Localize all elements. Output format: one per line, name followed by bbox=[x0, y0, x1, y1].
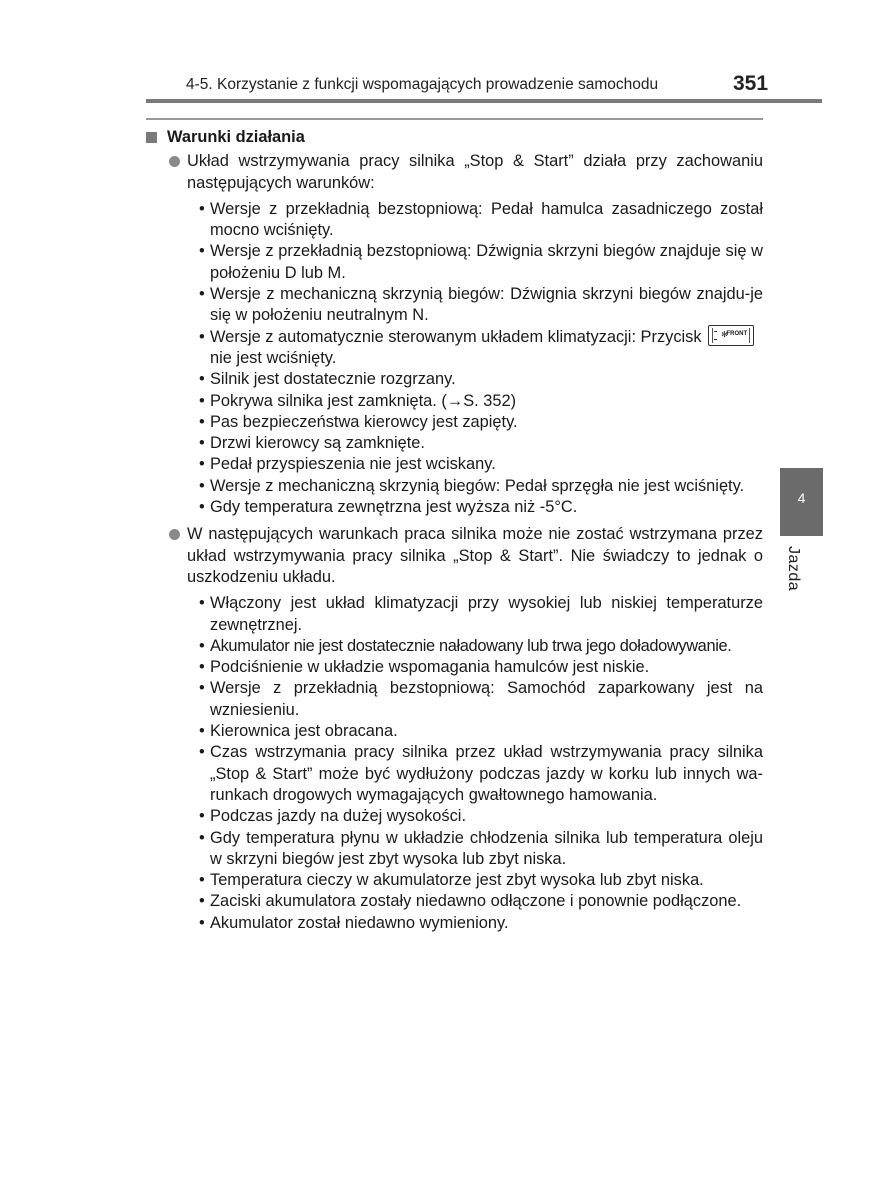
chapter-tab-number: 4 bbox=[797, 490, 806, 506]
condition-block-1 bbox=[146, 151, 763, 518]
list-item: • Wersje z mechaniczną skrzynią biegów: Dźwignia skrzyni biegów znajdu-je się w położeniu neutralnym N. bbox=[199, 285, 763, 325]
block-intro: Układ wstrzymywania pracy silnika „Stop & Start” działa przy zachowaniu następujących warunków: bbox=[187, 152, 763, 192]
list-item: • Wersje z przekładnią bezstopniową: Dźwignia skrzyni biegów znajduje się w położeniu D lub M. bbox=[199, 242, 763, 282]
chapter-tab-label: Jazda bbox=[785, 546, 802, 592]
header-divider-thin bbox=[146, 118, 763, 120]
section-heading-text: Warunki działania bbox=[167, 128, 305, 146]
list-item: • Akumulator nie jest dostatecznie naładowany lub trwa jego doładowywanie. bbox=[199, 636, 732, 655]
condition-block-2 bbox=[146, 524, 763, 934]
list-item: • Silnik jest dostatecznie rozgrzany. bbox=[199, 370, 456, 389]
list-item: • Wersje z mechaniczną skrzynią biegów: Pedał sprzęgła nie jest wciśnięty. bbox=[199, 476, 745, 495]
circle-bullet-icon bbox=[169, 529, 180, 540]
list-item: • Czas wstrzymania pracy silnika przez układ wstrzymywania pracy silnika „Stop & Start” może być wydłużony podczas jazdy w korku lub innych wa-runkach drogowych wymagających gwałtownego hamowania. bbox=[199, 743, 763, 804]
page-content bbox=[146, 127, 763, 940]
block-intro: W następujących warunkach praca silnika może nie zostać wstrzymana przez układ wstrzymywania pracy silnika „Stop & Start”. Nie świadczy to jednak o uszkodzeniu układu. bbox=[187, 525, 763, 586]
list-item: • Pokrywa silnika jest zamknięta. (→S. 352) bbox=[199, 391, 517, 410]
list-item: • Drzwi kierowcy są zamknięte. bbox=[199, 434, 425, 453]
page-number: 351 bbox=[733, 72, 769, 95]
header-divider bbox=[146, 99, 822, 103]
chapter-tab bbox=[780, 468, 823, 536]
list-item: • Podciśnienie w układzie wspomagania hamulców jest niskie. bbox=[199, 658, 650, 677]
list-item: • Podczas jazdy na dużej wysokości. bbox=[199, 807, 466, 826]
list-item: • Akumulator został niedawno wymieniony. bbox=[199, 913, 509, 932]
list-item: • Wersje z przekładnią bezstopniową: Pedał hamulca zasadniczego został mocno wciśnięty. bbox=[199, 199, 763, 240]
list-item: • Włączony jest układ klimatyzacji przy wysokiej lub niskiej temperaturze zewnętrznej. bbox=[199, 594, 763, 634]
list-item: • Pedał przyspieszenia nie jest wciskany. bbox=[199, 455, 496, 474]
list-item: • Kierownica jest obracana. bbox=[199, 722, 398, 741]
square-bullet-icon bbox=[146, 132, 157, 143]
section-header-title: 4-5. Korzystanie z funkcji wspomagających prowadzenie samochodu bbox=[186, 76, 659, 93]
list-item: • Pas bezpieczeństwa kierowcy jest zapięty. bbox=[199, 412, 518, 431]
front-defogger-button-icon: ✻ FRONT bbox=[708, 325, 754, 346]
list-item: • Zaciski akumulatora zostały niedawno odłączone i ponownie podłączone. bbox=[199, 892, 742, 911]
list-item: • Gdy temperatura płynu w układzie chłodzenia silnika lub temperatura oleju w skrzyni biegów jest zbyt wysoka lub zbyt niska. bbox=[199, 828, 763, 868]
circle-bullet-icon bbox=[169, 156, 180, 167]
list-item: • Wersje z automatycznie sterowanym układem klimatyzacji: Przycisk ✻ FRONT nie jest wciśnięty. bbox=[199, 327, 763, 370]
condition-list-2 bbox=[187, 593, 763, 934]
list-item: • Temperatura cieczy w akumulatorze jest zbyt wysoka lub zbyt niska. bbox=[199, 871, 704, 890]
list-item: • Gdy temperatura zewnętrzna jest wyższa niż -5°C. bbox=[199, 498, 578, 517]
condition-list-1 bbox=[187, 199, 763, 518]
list-item: • Wersje z przekładnią bezstopniową: Samochód zaparkowany jest na wzniesieniu. bbox=[199, 679, 763, 719]
section-heading bbox=[146, 127, 763, 148]
